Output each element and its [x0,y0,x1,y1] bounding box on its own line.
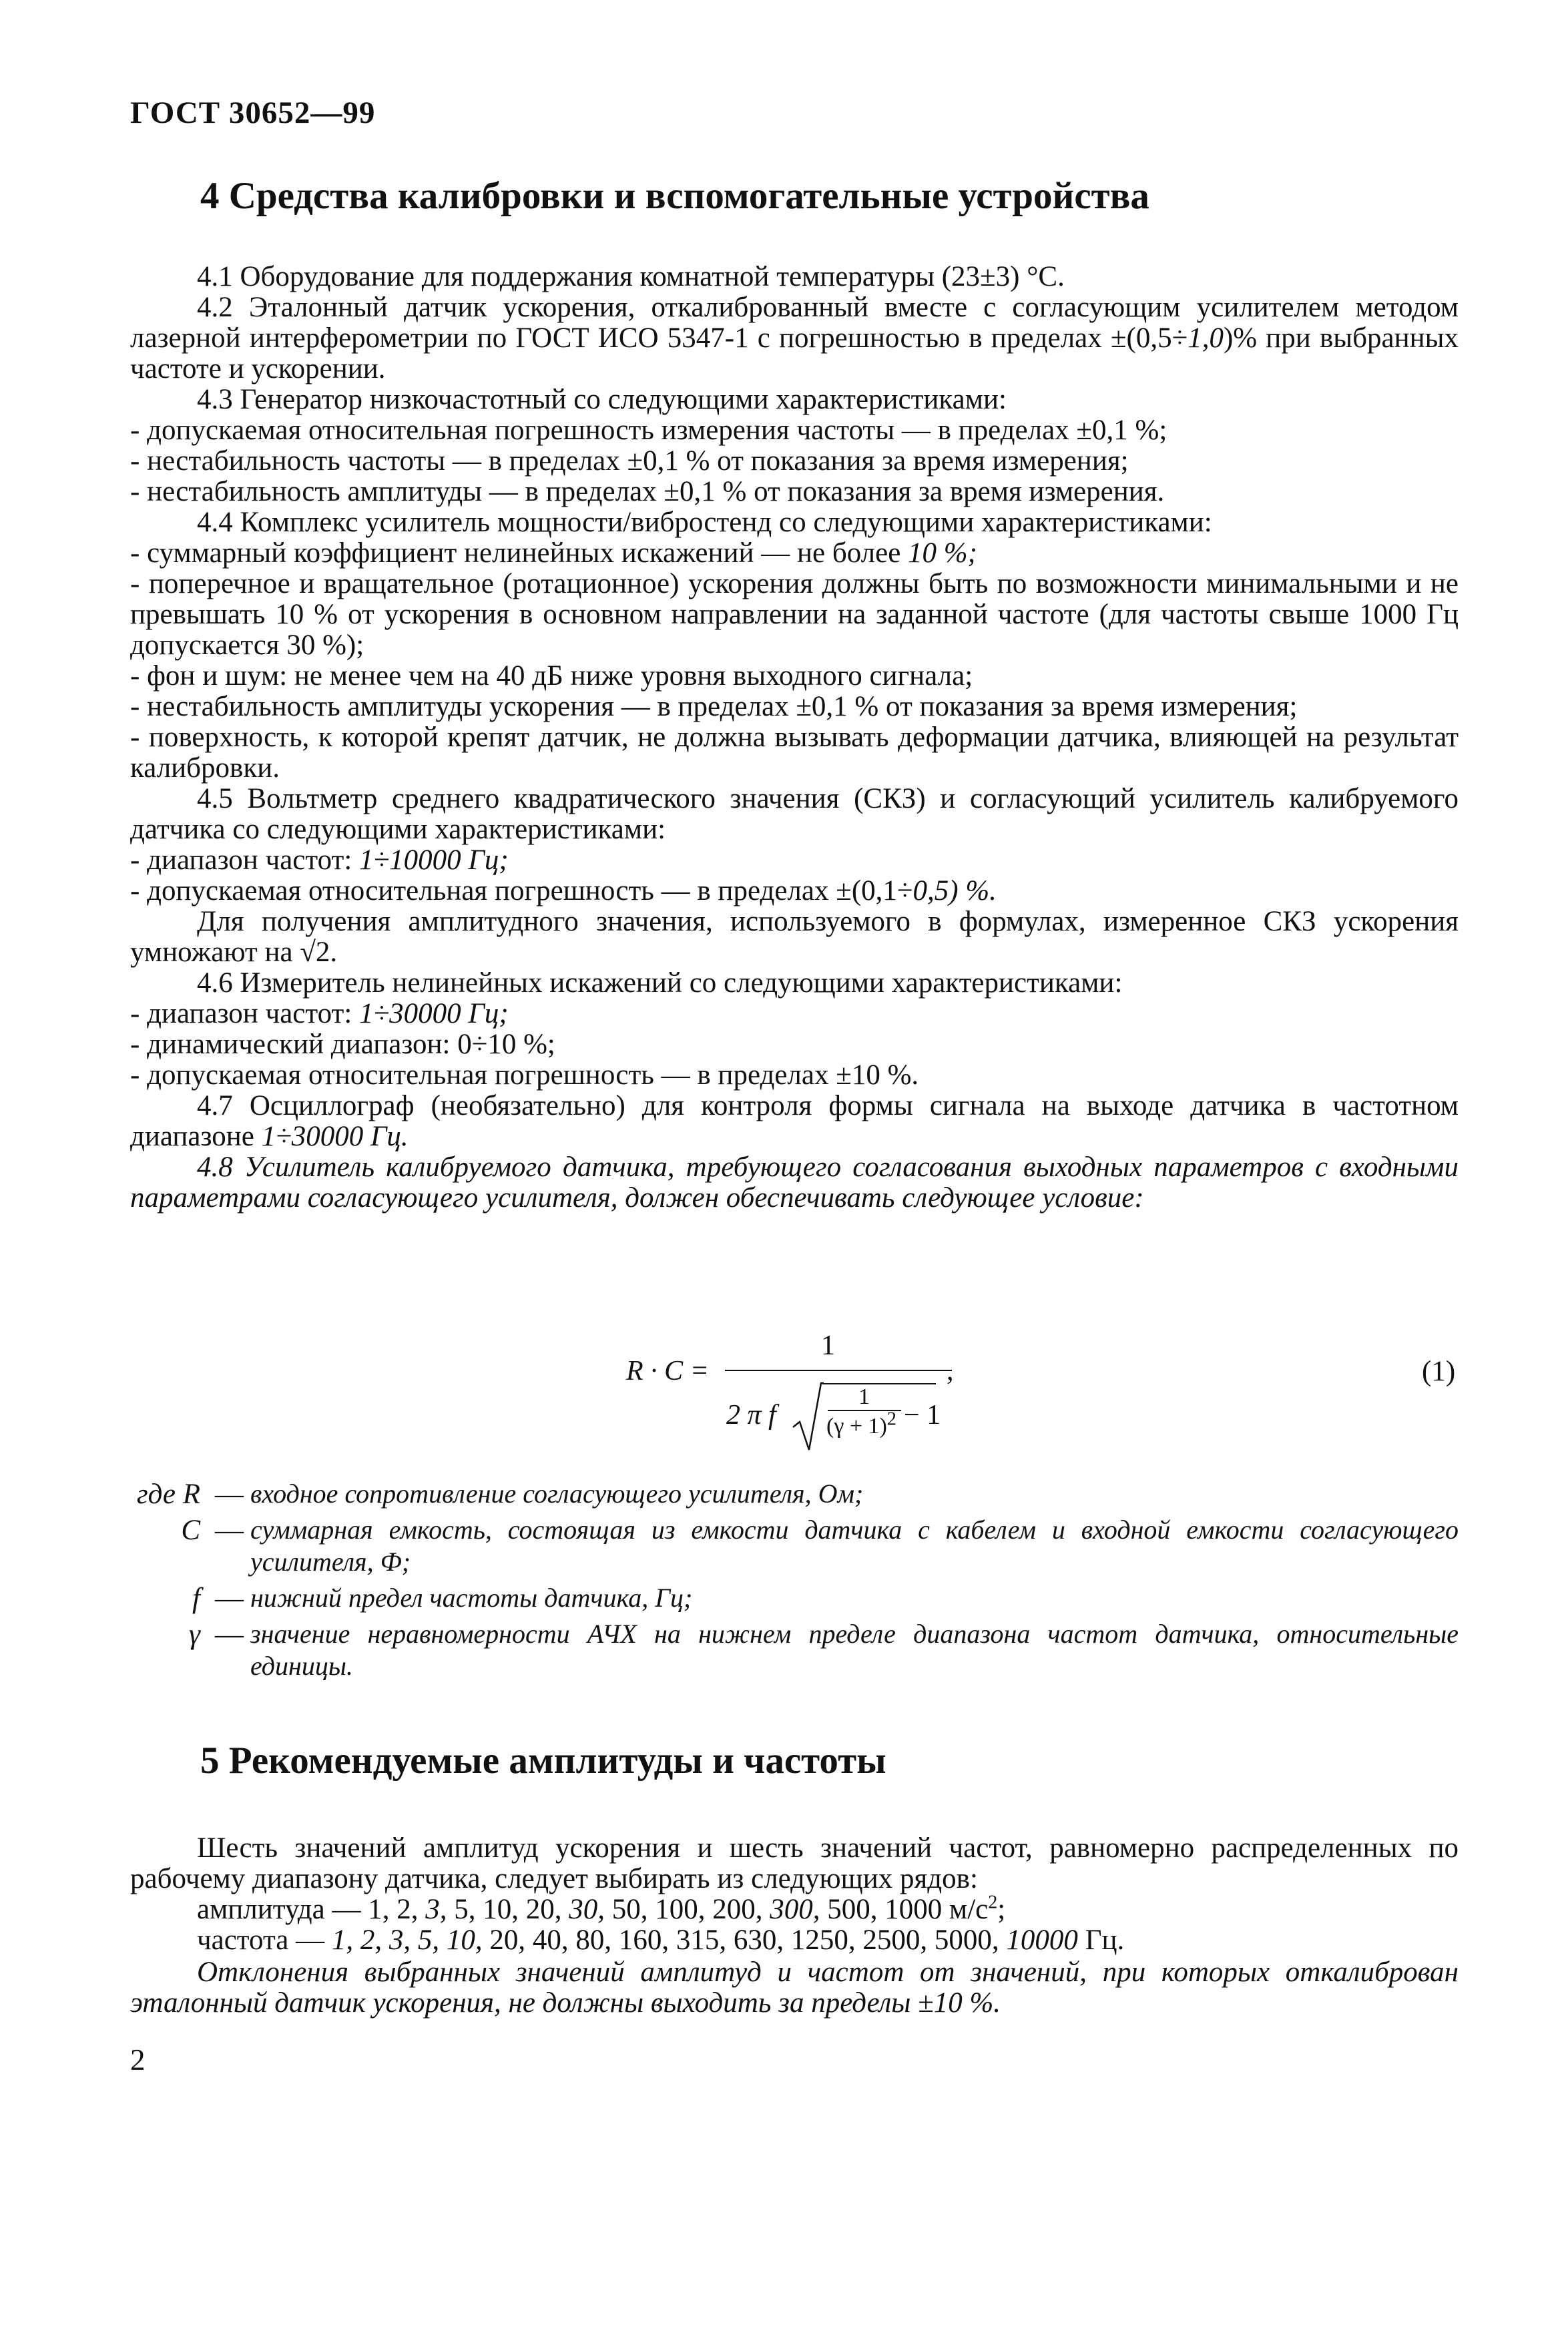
para-4-2: 4.2 Эталонный датчик ускорения, откалиброванный вместе с согласующим усилителем методом лазерной интерферометрии по ГОСТ ИСО 5347-1 с погрешностью в пределах ±(0,5÷1,0)% при выбранных частоте и ускорении. [130,292,1459,384]
fraction-bar [725,1370,952,1371]
legend-dash: — [215,1583,244,1614]
formula-1 [619,1327,967,1461]
inner-numerator: 1 [858,1384,870,1409]
list-item: - фон и шум: не менее чем на 40 дБ ниже уровня выходного сигнала; [130,660,973,692]
list-item: - нестабильность амплитуды ускорения — в пределах ±0,1 % от показания за время измерения; [130,691,1298,722]
para-4-4: 4.4 Комплекс усилитель мощности/вибростенд со следующими характеристиками: [197,507,1212,538]
amplitude-series: амплитуда — 1, 2, 3, 5, 10, 20, 30, 50, 100, 200, 300, 500, 1000 $м/с^2$; [197,1892,1006,1925]
section-4-title: 4 Средства калибровки и вспомогательные устройства [200,175,1149,217]
legend-text: значение неравномерности АЧХ на нижнем пределе диапазона частот датчика, относительные единицы. [250,1619,1459,1681]
legend-key: C [181,1515,200,1546]
para-rms-note: Для получения амплитудного значения, используемого в формулах, измеренное СКЗ ускорения умножают на √2. [130,906,1459,968]
para-5-intro: Шесть значений амплитуд ускорения и шесть значений частот, равномерно распределенных по рабочему диапазону датчика, следует выбирать из следующих рядов: [130,1832,1459,1894]
list-item: - поперечное и вращательное (ротационное) ускорения должны быть по возможности минимальными и не превышать 10 % от ускорения в основном направлении на заданной частоте (для частоты свыше 1000 Гц допускается 30 %); [130,568,1459,661]
page-number: 2 [130,2043,146,2077]
formula-comma: , [947,1356,954,1386]
standard-code: ГОСТ 30652—99 [130,95,376,130]
legend-dash: — [215,1479,244,1510]
section-5-title: 5 Рекомендуемые амплитуды и частоты [200,1740,886,1782]
inner-denominator: $(\gamma + 1)^2$ [826,1408,896,1439]
formula-numerator: 1 [821,1330,835,1361]
formula-minus-one: − 1 [904,1400,941,1430]
list-item: - диапазон частот: 1÷10000 Гц; [130,844,509,876]
formula-number: (1) [1422,1356,1456,1387]
list-item: - поверхность, к которой крепят датчик, не должна вызывать деформации датчика, влияющей на результат калибровки. [130,722,1459,784]
legend-key: f [192,1583,200,1614]
para-5-note: Отклонения выбранных значений амплитуд и частот от значений, при которых откалиброван эталонный датчик ускорения, не должны выходить за пределы ±10 %. [130,1957,1459,2019]
para-4-7: 4.7 Осциллограф (необязательно) для контроля формы сигнала на выходе датчика в частотном диапазоне 1÷30000 Гц. [130,1090,1459,1152]
para-4-5: 4.5 Вольтметр среднего квадратического значения (СКЗ) и согласующий усилитель калибруемого датчика со следующими характеристиками: [130,783,1459,845]
list-item: - допускаемая относительная погрешность измерения частоты — в пределах ±0,1 %; [130,415,1167,446]
para-4-3: 4.3 Генератор низкочастотный со следующими характеристиками: [197,384,1007,415]
frequency-series: частота — 1, 2, 3, 5, 10, 20, 40, 80, 160, 315, 630, 1250, 2500, 5000, 10000 Гц. [197,1924,1125,1956]
list-item: - нестабильность частоты — в пределах ±0,1 % от показания за время измерения; [130,445,1129,477]
sqrt-bar [822,1383,936,1384]
formula-denom-prefix: 2 π f [726,1400,776,1430]
para-4-8: 4.8 Усилитель калибруемого датчика, требующего согласования выходных параметров с входными параметрами согласующего усилителя, должен обеспечивать следующее условие: [130,1151,1459,1214]
legend-dash: — [215,1515,244,1546]
para-4-1: 4.1 Оборудование для поддержания комнатной температуры (23±3) °С. [197,261,1065,292]
legend-text: входное сопротивление согласующего усилителя, Ом; [250,1479,864,1509]
formula-lhs: R · C = [626,1356,710,1386]
legend-key: где R [136,1479,200,1510]
sqrt-icon [792,1380,824,1454]
legend-key: γ [189,1619,200,1650]
legend-text: нижний предел частоты датчика, Гц; [250,1583,693,1613]
list-item: - нестабильность амплитуды — в пределах ±0,1 % от показания за время измерения. [130,476,1165,507]
list-item: - допускаемая относительная погрешность — в пределах ±10 %. [130,1059,919,1091]
legend-text: суммарная емкость, состоящая из емкости датчика с кабелем и входной емкости согласующего усилителя, Ф; [250,1515,1459,1577]
list-item: - динамический диапазон: 0÷10 %; [130,1029,555,1060]
legend-dash: — [215,1619,244,1650]
list-item: - суммарный коэффициент нелинейных искажений — не более 10 %; [130,537,977,569]
list-item: - допускаемая относительная погрешность — в пределах ±(0,1÷0,5) %. [130,875,997,906]
list-item: - диапазон частот: 1÷30000 Гц; [130,998,509,1029]
para-4-6: 4.6 Измеритель нелинейных искажений со следующими характеристиками: [197,967,1123,999]
